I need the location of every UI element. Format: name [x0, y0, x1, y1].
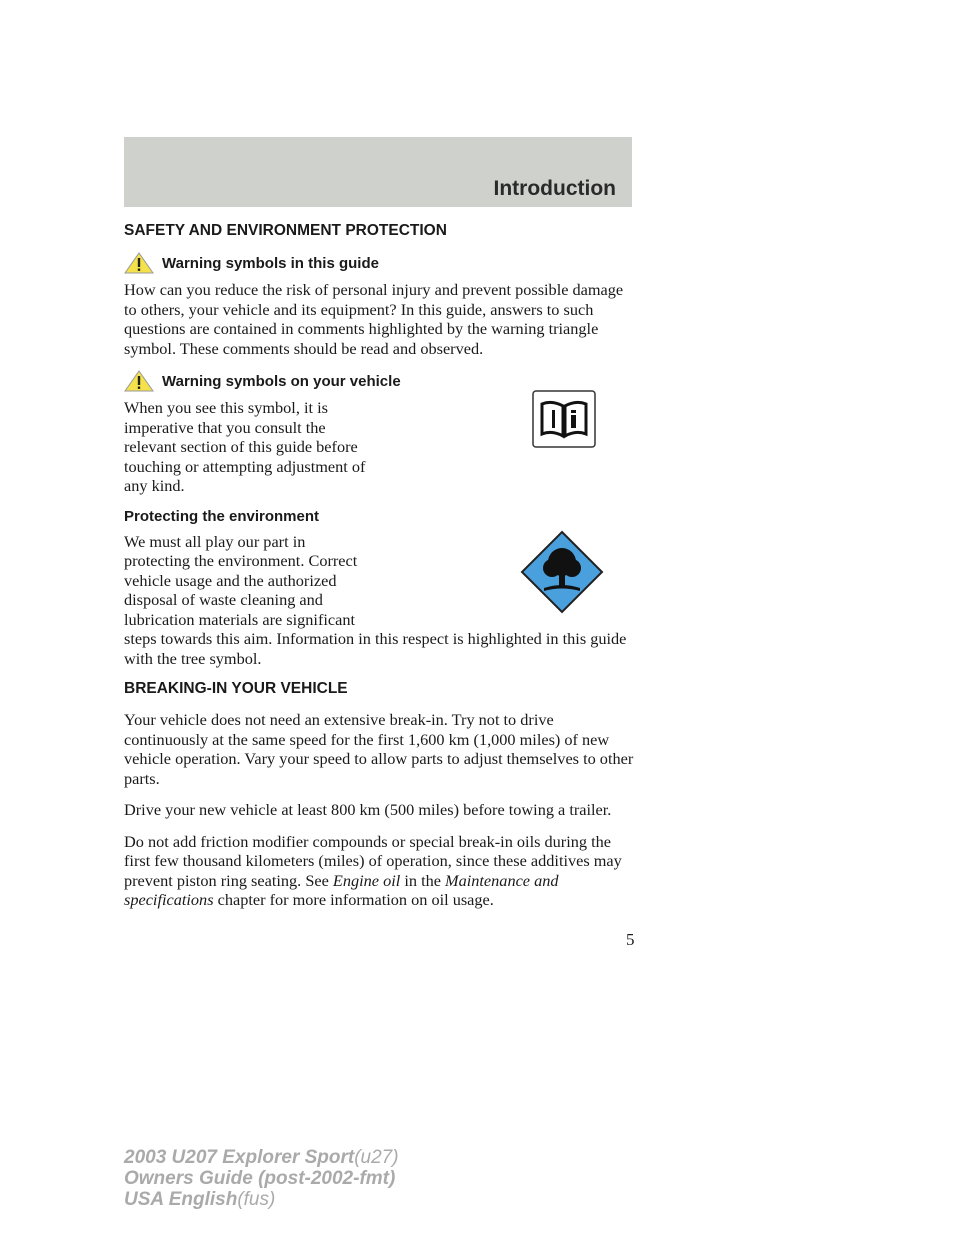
breakin-paragraph-1: Your vehicle does not need an extensive break-in. Try not to drive continuously at the same speed for the first 1,600 km (1,000 miles) of new vehicle operation. Vary your speed to allow parts to adjust themselves to other parts. [124, 710, 634, 788]
breakin-p3-text-b: in the [400, 870, 446, 890]
header-bar [124, 137, 632, 207]
environment-block [124, 532, 634, 630]
warning-triangle-icon [124, 252, 154, 274]
breakin-p3-text-a: Do not add friction modifier compounds or special break-in oils during the first few thousand kilometers (miles) of operation, since these additives may prevent piston ring seating. See [124, 831, 622, 890]
footer-line1-light: (u27) [354, 1147, 399, 1168]
breakin-p3-text-c: chapter for more information on oil usage. [213, 890, 494, 909]
guide-symbols-heading-text: Warning symbols in this guide [162, 254, 379, 272]
environment-text-part1: We must all play our part in protecting the environment. Correct vehicle usage and the authorized disposal of waste cleaning and lubrication materials are significant [124, 531, 358, 629]
page-number: 5 [626, 930, 635, 949]
footer-line3-bold: USA English [124, 1189, 238, 1210]
footer-line2: Owners Guide (post-2002-fmt) [124, 1168, 396, 1189]
guide-symbols-heading [124, 252, 634, 274]
maintenance-reference: Maintenance and specifications [124, 870, 559, 909]
vehicle-symbols-heading [124, 370, 634, 392]
footer-line3-light: (fus) [237, 1189, 276, 1210]
footer-line1-bold: 2003 U207 Explorer Sport [124, 1147, 355, 1168]
breakin-paragraph-2: Drive your new vehicle at least 800 km (500 miles) before towing a trailer. [124, 800, 612, 819]
safety-heading: SAFETY AND ENVIRONMENT PROTECTION [124, 222, 447, 239]
engine-oil-reference: Engine oil [332, 870, 401, 890]
breakin-paragraph-3 [124, 832, 634, 910]
vehicle-symbols-heading-text: Warning symbols on your vehicle [162, 372, 401, 390]
vehicle-symbols-text: When you see this symbol, it is imperative that you consult the relevant section of this guide before touching or attempting adjustment of any kind. [124, 398, 366, 495]
page-title: Introduction [493, 177, 616, 200]
page-content [124, 222, 634, 922]
environment-text-part2: steps towards this aim. Information in this respect is highlighted in this guide with the tree symbol. [124, 629, 627, 668]
tree-icon [520, 530, 604, 614]
vehicle-symbols-block [124, 398, 634, 508]
footer [124, 1147, 399, 1210]
breakin-heading: BREAKING-IN YOUR VEHICLE [124, 680, 348, 697]
owner-guide-book-icon [532, 390, 596, 448]
warning-triangle-icon [124, 370, 154, 392]
environment-heading: Protecting the environment [124, 507, 320, 525]
guide-symbols-text: How can you reduce the risk of personal injury and prevent possible damage to others, your vehicle and its equipment? In this guide, answers to such questions are contained in comments highlighted by the warning triangle symbol. These comments should be read and observed. [124, 280, 624, 358]
